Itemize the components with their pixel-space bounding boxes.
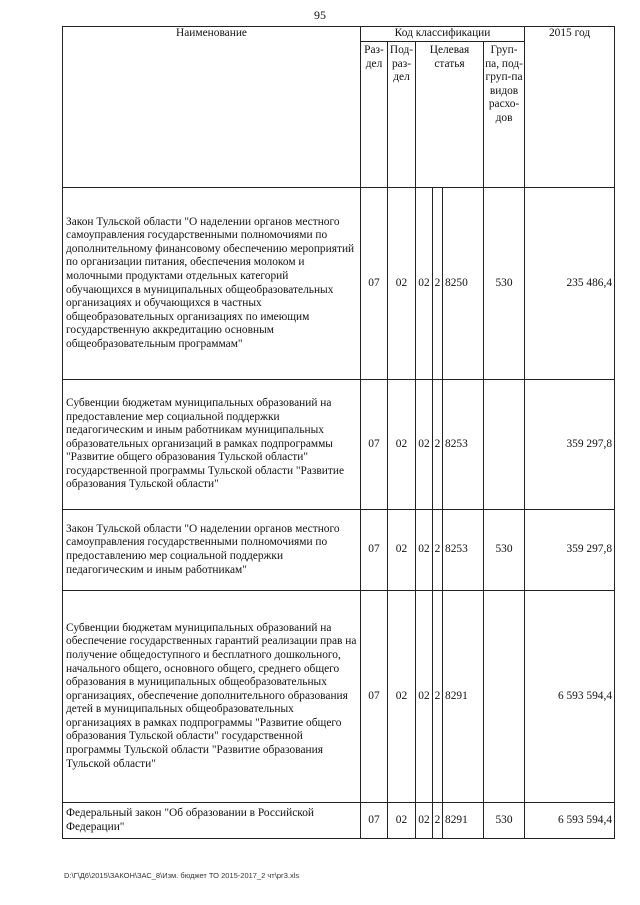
row-subsection: 02: [388, 510, 416, 591]
row-name: Закон Тульской области "О наделении органов местного самоуправления государственными полномочиями по предоставлению мер социальной поддержки педагогическим и иным работникам": [63, 510, 361, 591]
row-subsection: 02: [388, 591, 416, 803]
header-row-top: [63, 27, 615, 42]
table-row: [63, 188, 615, 380]
row-target-subprogram: 2: [433, 380, 443, 510]
row-name: Субвенции бюджетам муниципальных образований на обеспечение государственных гарантий реализации прав на получение общедоступного и бесплатного дошкольного, начального общего, основного общего, среднего общего образования в муниципальных общеобразовательных организациях, обеспечение дополнительного образования детей в муниципальных общеобразовательных организациях в рамках подпрограммы "Развитие общего образования Тульской области" государственной программы Тульской области "Развитие образования Тульской области": [63, 591, 361, 803]
table-row: [63, 510, 615, 591]
row-target-program: 02: [416, 591, 433, 803]
row-name: Субвенции бюджетам муниципальных образований на предоставление мер социальной поддержки педагогическим и иным работникам муниципальных образовательных организаций в рамках подпрограммы "Развитие общего образования Тульской области" государственной программы Тульской области "Развитие образования Тульской области": [63, 380, 361, 510]
row-target-code: 8291: [443, 591, 484, 803]
row-target-subprogram: 2: [433, 803, 443, 839]
row-expense-group: 530: [484, 803, 525, 839]
row-expense-group: 530: [484, 188, 525, 380]
row-subsection: 02: [388, 380, 416, 510]
table-row: [63, 591, 615, 803]
row-target-program: 02: [416, 188, 433, 380]
row-target-program: 02: [416, 380, 433, 510]
page-number: 95: [314, 8, 326, 22]
table-row: [63, 380, 615, 510]
row-subsection: 02: [388, 188, 416, 380]
file-path-footer: D:\Г\Д6\2015\ЗАКОН\ЗАС_8\Изм. бюджет ТО 2015-2017_2 чт\рг3.xls: [64, 871, 300, 880]
row-subsection: 02: [388, 803, 416, 839]
row-target-code: 8253: [443, 380, 484, 510]
row-name: Федеральный закон "Об образовании в Российской Федерации": [63, 803, 361, 839]
row-section: 07: [361, 591, 388, 803]
header-section: Раз-дел: [361, 42, 388, 188]
row-amount: 6 593 594,4: [525, 591, 615, 803]
header-year: 2015 год: [525, 27, 615, 188]
row-amount: 359 297,8: [525, 510, 615, 591]
row-amount: 6 593 594,4: [525, 803, 615, 839]
table-row: [63, 803, 615, 839]
row-target-subprogram: 2: [433, 188, 443, 380]
budget-table: [62, 26, 615, 839]
row-target-code: 8253: [443, 510, 484, 591]
row-name: Закон Тульской области "О наделении органов местного самоуправления государственными полномочиями по дополнительному финансовому обеспечению мероприятий по организации питания, обеспечения молоком и молочными продуктами отдельных категорий обучающихся в муниципальных общеобразовательных организациях и обучающихся в частных общеобразовательных организациях по имеющим государственную аккредитацию основным общеобразовательным программам": [63, 188, 361, 380]
row-section: 07: [361, 380, 388, 510]
row-section: 07: [361, 510, 388, 591]
row-amount: 235 486,4: [525, 188, 615, 380]
row-target-subprogram: 2: [433, 591, 443, 803]
row-expense-group: [484, 380, 525, 510]
header-expense-group: Груп-па, под-груп-па видов расхо-дов: [484, 42, 525, 188]
header-subsection: Под-раз-дел: [388, 42, 416, 188]
row-target-code: 8291: [443, 803, 484, 839]
row-expense-group: 530: [484, 510, 525, 591]
row-amount: 359 297,8: [525, 380, 615, 510]
row-section: 07: [361, 803, 388, 839]
header-classification: Код классификации: [361, 27, 525, 42]
row-target-program: 02: [416, 803, 433, 839]
row-target-subprogram: 2: [433, 510, 443, 591]
row-target-code: 8250: [443, 188, 484, 380]
header-name: Наименование: [63, 27, 361, 188]
row-expense-group: [484, 591, 525, 803]
row-section: 07: [361, 188, 388, 380]
row-target-program: 02: [416, 510, 433, 591]
header-target: Целевая статья: [416, 42, 484, 188]
